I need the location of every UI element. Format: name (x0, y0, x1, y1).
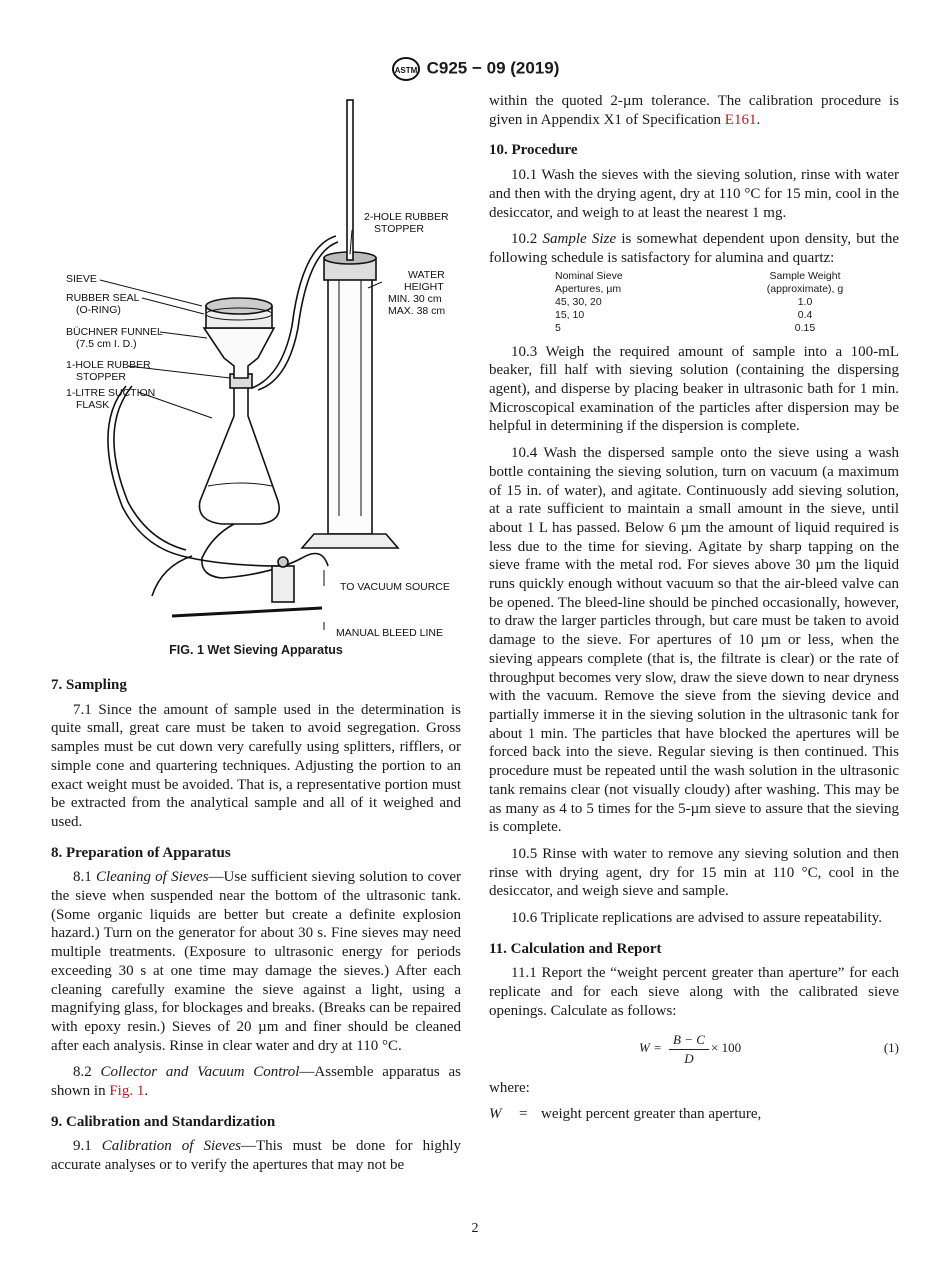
table-row: 45, 30, 20 1.0 (555, 295, 813, 308)
label-vacuum: TO VACUUM SOURCE (340, 581, 450, 593)
label-flask-2: FLASK (76, 399, 110, 411)
sample-schedule-table: Nominal Sieve Sample Weight Apertures, µm (approximate), g 45, 30, 20 1.0 15, 10 0.4 5 0.15 (555, 270, 855, 335)
right-column (489, 92, 899, 1132)
para-10-1: 10.1 Wash the sieves with the sieving solution, rinse with water and then with the drying agent, dry at 110 °C for 15 min, cool in the desiccator, and weigh to at least the nearest 1 mg. (489, 167, 899, 221)
figure-caption: FIG. 1 Wet Sieving Apparatus (169, 643, 343, 657)
para-9-1: 9.1 Calibration of Sieves—This must be done for highly accurate analyses or to verify the apertures that may not be (51, 1138, 461, 1174)
para-10-2: 10.2 Sample Size is somewhat dependent upon density, but the following schedule is satisfactory for alumina and quartz: (489, 231, 899, 266)
label-bleed: MANUAL BLEED LINE (336, 627, 443, 639)
para-10-3: 10.3 Weigh the required amount of sample into a 100-mL beaker, fill half with sieving solution (containing the dispersing agent), and disperse by placing beaker in ultrasonic bath for 1 min. Microscopical examination of the particles after dispersion may be helpful in determining if the dispersion is complete. (489, 343, 899, 435)
svg-text:ASTM: ASTM (394, 66, 417, 75)
para-8-1: 8.1 Cleaning of Sieves—Use sufficient sieving solution to cover the sieve when suspended near the bottom of the ultrasonic tank. (Some organic liquids are better but create a definite explosion hazard.) Turn on the generator for about 30 s. Fine sieves may need multiple treatments. (Exposure to ultrasonic energy for periods exceeding 30 s at one time may damage the sieves.) After each cleaning carefully examine the sieve against a light, using a magnifying glass, for blockages and breaks. (Breaks can be repaired with epoxy resin.) Sieves of 20 µm and finer should be cleaned after each analysis. Rinse in clear water and dry at 110 °C. (51, 869, 461, 1054)
label-rubber-seal: RUBBER SEAL (66, 292, 140, 304)
label-water-2: HEIGHT (404, 281, 444, 293)
label-o-ring: (O-RING) (76, 304, 121, 316)
heading-preparation: 8. Preparation of Apparatus (51, 844, 231, 861)
para-7-1: 7.1 Since the amount of sample used in the determination is quite small, great care must be taken to avoid segregation. Gross samples must be cut down very carefully using splitters, rifflers, or simple cone and quartering techniques. Adjusting the portion to an exact weight must be avoided. That is, a representative portion must be extracted from the analytical sample and all of it weighed and used. (51, 701, 461, 830)
fig-1-link[interactable]: Fig. 1 (109, 1083, 145, 1100)
page-number: 2 (471, 1221, 479, 1236)
para-8-2: 8.2 Collector and Vacuum Control—Assemble apparatus as shown in Fig. 1. (51, 1064, 461, 1100)
label-sieve: SIEVE (66, 273, 97, 285)
equation-1: W = $\frac{B - C}{D}$ × 100 (1) (639, 1031, 899, 1067)
table-row: 15, 10 0.4 (555, 308, 813, 321)
table-row: 5 0.15 (555, 321, 816, 334)
label-buchner: BÜCHNER FUNNEL (66, 326, 163, 338)
label-two-hole-1: 2-HOLE RUBBER (364, 211, 449, 223)
label-water-1: WATER (408, 269, 445, 281)
label-flask-1: 1-LITRE SUCTION (66, 387, 156, 399)
label-hole-stopper-2: STOPPER (76, 371, 126, 383)
para-10-6: 10.6 Triplicate replications are advised to assure repeatability. (511, 910, 883, 927)
e161-link[interactable]: E161 (724, 111, 757, 128)
label-water-4: MAX. 38 cm (388, 305, 446, 317)
designation: C925 − 09 (2019) (426, 58, 560, 78)
heading-procedure: 10. Procedure (489, 142, 578, 159)
wet-sieving-apparatus-figure (52, 96, 462, 656)
para-10-5: 10.5 Rinse with water to remove any sieving solution and then rinse with drying agent, dry for 15 min at 110 °C, cool in the desiccator, and weigh sieve and sample. (489, 845, 899, 900)
heading-calibration: 9. Calibration and Standardization (51, 1113, 276, 1130)
page-header (0, 56, 950, 82)
where-label: where: (489, 1079, 530, 1096)
definition-w: W = weight percent greater than aperture, (489, 1106, 762, 1123)
astm-logo-icon (391, 56, 421, 82)
label-buchner-dim: (7.5 cm I. D.) (76, 338, 137, 350)
para-9-1-cont: within the quoted 2-µm tolerance. The calibration procedure is given in Appendix X1 of Specification E161. (489, 93, 899, 128)
label-two-hole-2: STOPPER (374, 223, 424, 235)
para-11-1: 11.1 Report the “weight percent greater than aperture” for each replicate and for each sieve along with the calibrated sieve openings. Calculate as follows: (489, 965, 899, 1019)
heading-calculation: 11. Calculation and Report (489, 940, 662, 957)
label-water-3: MIN. 30 cm (388, 293, 442, 305)
heading-sampling: 7. Sampling (51, 677, 127, 693)
label-hole-stopper-1: 1-HOLE RUBBER (66, 359, 151, 371)
para-10-4: 10.4 Wash the dispersed sample onto the sieve using a wash bottle containing the sieving solution, turn on vacuum (a maximum of 15 in. of water), and agitate. Continuously add sieving solution, at a rate sufficient to maintain a small amount in the sieve, until about 1 L has passed. Below 6 µm the amount of liquid required is less due to the time for sieving. Agitate by sharp tapping on the sieve frame with the metal rod. For sieves above 30 µm the liquid runs quickly enough without vacuum so that the air-bleed valve can be opened. The bleed-line should be pinched occasionally, however, to draw the larger particles through, but care must be taken to avoid damage to the sieve. For apertures of 10 µm or less, when the sieving appears complete (that is, the filtrate is clear) or the rate of throughput becomes very slow, draw the sieve down to near dryness with the vacuum. Remove the sieve from the sieving device and partially immerse it in the sieving solution in the ultrasonic tank for about 1 min. The particles that have blocked the apertures will be forced back into the sieve. Regular sieving is then continued. This procedure must be repeated until the wash solution in the ultrasonic tank remains clear (not visually cloudy) after washing. This may be as many as 4 to 5 times for the 5-µm sieve to assure that the sieving is complete. (489, 445, 899, 836)
left-column (51, 676, 461, 1183)
